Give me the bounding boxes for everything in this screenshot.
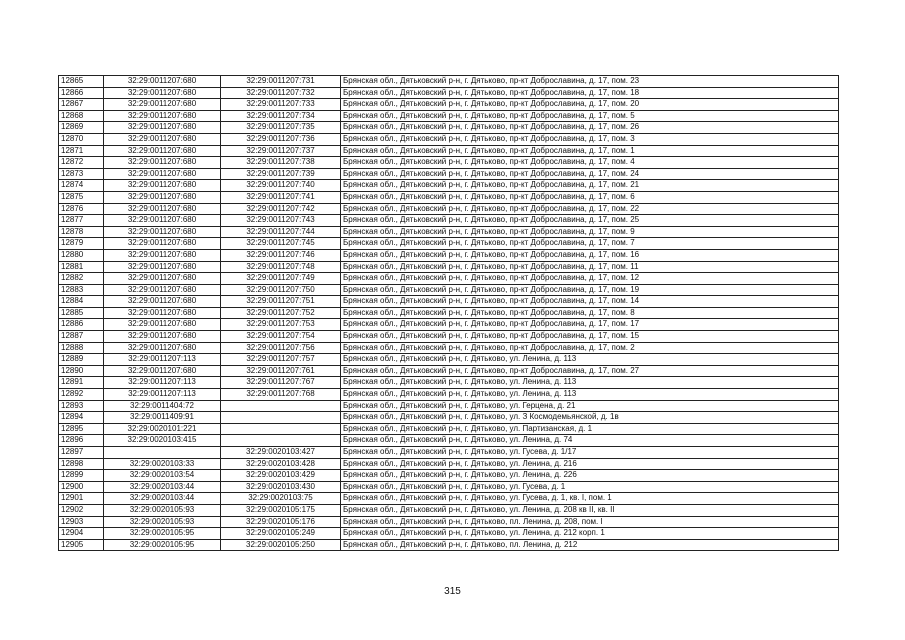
parent-cadastral-number-cell: 32:29:0011207:680 — [104, 168, 221, 180]
address-cell: Брянская обл., Дятьковский р-н, г. Дятьково, ул. Гусева, д. 1 — [341, 481, 839, 493]
parent-cadastral-number-cell: 32:29:0011207:680 — [104, 145, 221, 157]
parent-cadastral-number-cell: 32:29:0011207:680 — [104, 180, 221, 192]
parent-cadastral-number-cell: 32:29:0011207:113 — [104, 377, 221, 389]
page-number: 315 — [444, 586, 461, 597]
parent-cadastral-number-cell: 32:29:0011207:680 — [104, 226, 221, 238]
cadastral-number-cell: 32:29:0011207:734 — [221, 110, 341, 122]
parent-cadastral-number-cell: 32:29:0011404:72 — [104, 400, 221, 412]
table-row — [59, 296, 839, 308]
cadastral-number-cell: 32:29:0011207:732 — [221, 87, 341, 99]
cadastral-number-cell: 32:29:0011207:751 — [221, 296, 341, 308]
table-row — [59, 99, 839, 111]
cadastral-number-cell — [221, 423, 341, 435]
row-number-cell: 12900 — [59, 481, 104, 493]
row-number-cell: 12893 — [59, 400, 104, 412]
address-cell: Брянская обл., Дятьковский р-н, г. Дятьково, пр-кт Доброславина, д. 17, пом. 2 — [341, 342, 839, 354]
cadastral-number-cell: 32:29:0011207:754 — [221, 331, 341, 343]
address-cell: Брянская обл., Дятьковский р-н, г. Дятьково, ул. Ленина, д. 113 — [341, 377, 839, 389]
table-row — [59, 539, 839, 551]
cadastral-number-cell: 32:29:0011207:746 — [221, 249, 341, 261]
row-number-cell: 12889 — [59, 354, 104, 366]
table-row — [59, 493, 839, 505]
table-row — [59, 423, 839, 435]
parent-cadastral-number-cell: 32:29:0011207:113 — [104, 389, 221, 401]
address-cell: Брянская обл., Дятьковский р-н, г. Дятьково, ул. З Космодемьянской, д. 1в — [341, 412, 839, 424]
address-cell: Брянская обл., Дятьковский р-н, г. Дятьково, ул. Герцена, д. 21 — [341, 400, 839, 412]
row-number-cell: 12867 — [59, 99, 104, 111]
row-number-cell: 12892 — [59, 389, 104, 401]
address-cell: Брянская обл., Дятьковский р-н, г. Дятьково, пр-кт Доброславина, д. 17, пом. 8 — [341, 307, 839, 319]
row-number-cell: 12897 — [59, 447, 104, 459]
row-number-cell: 12904 — [59, 528, 104, 540]
parent-cadastral-number-cell: 32:29:0011207:680 — [104, 191, 221, 203]
row-number-cell: 12902 — [59, 504, 104, 516]
address-cell: Брянская обл., Дятьковский р-н, г. Дятьково, пр-кт Доброславина, д. 17, пом. 5 — [341, 110, 839, 122]
row-number-cell: 12899 — [59, 470, 104, 482]
table-row — [59, 481, 839, 493]
address-cell: Брянская обл., Дятьковский р-н, г. Дятьково, пр-кт Доброславина, д. 17, пом. 22 — [341, 203, 839, 215]
parent-cadastral-number-cell: 32:29:0011207:680 — [104, 331, 221, 343]
address-cell: Брянская обл., Дятьковский р-н, г. Дятьково, пр-кт Доброславина, д. 17, пом. 19 — [341, 284, 839, 296]
row-number-cell: 12887 — [59, 331, 104, 343]
parent-cadastral-number-cell: 32:29:0020103:44 — [104, 481, 221, 493]
address-cell: Брянская обл., Дятьковский р-н, г. Дятьково, ул. Гусева, д. 1, кв. I, пом. 1 — [341, 493, 839, 505]
row-number-cell: 12884 — [59, 296, 104, 308]
row-number-cell: 12870 — [59, 133, 104, 145]
cadastral-number-cell: 32:29:0011207:739 — [221, 168, 341, 180]
address-cell: Брянская обл., Дятьковский р-н, г. Дятьково, пр-кт Доброславина, д. 17, пом. 15 — [341, 331, 839, 343]
table-row — [59, 122, 839, 134]
cadastral-number-cell — [221, 435, 341, 447]
address-cell: Брянская обл., Дятьковский р-н, г. Дятьково, ул. Ленина, д. 113 — [341, 389, 839, 401]
parent-cadastral-number-cell: 32:29:0020105:95 — [104, 539, 221, 551]
parent-cadastral-number-cell: 32:29:0011207:680 — [104, 273, 221, 285]
cadastral-number-cell — [221, 412, 341, 424]
parent-cadastral-number-cell: 32:29:0011207:680 — [104, 215, 221, 227]
table-row — [59, 261, 839, 273]
cadastral-number-cell: 32:29:0011207:744 — [221, 226, 341, 238]
row-number-cell: 12886 — [59, 319, 104, 331]
cadastral-number-cell: 32:29:0020105:176 — [221, 516, 341, 528]
table-row — [59, 400, 839, 412]
table-row — [59, 249, 839, 261]
parent-cadastral-number-cell: 32:29:0020101:221 — [104, 423, 221, 435]
cadastral-number-cell: 32:29:0011207:756 — [221, 342, 341, 354]
row-number-cell: 12865 — [59, 76, 104, 88]
table-row — [59, 319, 839, 331]
cadastral-number-cell: 32:29:0020105:249 — [221, 528, 341, 540]
cadastral-number-cell: 32:29:0020105:175 — [221, 504, 341, 516]
row-number-cell: 12885 — [59, 307, 104, 319]
table-row — [59, 238, 839, 250]
row-number-cell: 12869 — [59, 122, 104, 134]
parent-cadastral-number-cell: 32:29:0020105:93 — [104, 516, 221, 528]
row-number-cell: 12901 — [59, 493, 104, 505]
table-row — [59, 273, 839, 285]
table-row — [59, 389, 839, 401]
address-cell: Брянская обл., Дятьковский р-н, г. Дятьково, пр-кт Доброславина, д. 17, пом. 9 — [341, 226, 839, 238]
table-row — [59, 76, 839, 88]
cadastral-number-cell: 32:29:0011207:743 — [221, 215, 341, 227]
address-cell: Брянская обл., Дятьковский р-н, г. Дятьково, пр-кт Доброславина, д. 17, пом. 27 — [341, 365, 839, 377]
address-cell: Брянская обл., Дятьковский р-н, г. Дятьково, пр-кт Доброславина, д. 17, пом. 21 — [341, 180, 839, 192]
table-row — [59, 377, 839, 389]
table-row — [59, 458, 839, 470]
table-row — [59, 180, 839, 192]
table-row — [59, 412, 839, 424]
cadastral-number-cell: 32:29:0011207:757 — [221, 354, 341, 366]
address-cell: Брянская обл., Дятьковский р-н, г. Дятьково, ул. Партизанская, д. 1 — [341, 423, 839, 435]
cadastral-number-cell: 32:29:0011207:740 — [221, 180, 341, 192]
cadastral-number-cell: 32:29:0011207:731 — [221, 76, 341, 88]
address-cell: Брянская обл., Дятьковский р-н, г. Дятьково, пр-кт Доброславина, д. 17, пом. 11 — [341, 261, 839, 273]
table-row — [59, 307, 839, 319]
address-cell: Брянская обл., Дятьковский р-н, г. Дятьково, пр-кт Доброславина, д. 17, пом. 3 — [341, 133, 839, 145]
address-cell: Брянская обл., Дятьковский р-н, г. Дятьково, пл. Ленина, д. 208, пом. I — [341, 516, 839, 528]
address-cell: Брянская обл., Дятьковский р-н, г. Дятьково, ул. Ленина, д. 226 — [341, 470, 839, 482]
row-number-cell: 12875 — [59, 191, 104, 203]
cadastral-number-cell — [221, 400, 341, 412]
address-cell: Брянская обл., Дятьковский р-н, г. Дятьково, пр-кт Доброславина, д. 17, пом. 23 — [341, 76, 839, 88]
table-row — [59, 470, 839, 482]
cadastral-number-cell: 32:29:0011207:735 — [221, 122, 341, 134]
cadastral-number-cell: 32:29:0011207:738 — [221, 157, 341, 169]
table-row — [59, 133, 839, 145]
address-cell: Брянская обл., Дятьковский р-н, г. Дятьково, пр-кт Доброславина, д. 17, пом. 14 — [341, 296, 839, 308]
row-number-cell: 12866 — [59, 87, 104, 99]
row-number-cell: 12891 — [59, 377, 104, 389]
table-row — [59, 168, 839, 180]
address-cell: Брянская обл., Дятьковский р-н, г. Дятьково, ул. Ленина, д. 113 — [341, 354, 839, 366]
parent-cadastral-number-cell: 32:29:0011207:680 — [104, 365, 221, 377]
cadastral-number-cell: 32:29:0020103:430 — [221, 481, 341, 493]
property-table — [58, 75, 839, 551]
row-number-cell: 12888 — [59, 342, 104, 354]
row-number-cell: 12896 — [59, 435, 104, 447]
parent-cadastral-number-cell: 32:29:0011409:91 — [104, 412, 221, 424]
row-number-cell: 12878 — [59, 226, 104, 238]
table-row — [59, 145, 839, 157]
parent-cadastral-number-cell: 32:29:0011207:680 — [104, 307, 221, 319]
parent-cadastral-number-cell: 32:29:0011207:680 — [104, 342, 221, 354]
table-row — [59, 226, 839, 238]
parent-cadastral-number-cell: 32:29:0011207:680 — [104, 76, 221, 88]
row-number-cell: 12874 — [59, 180, 104, 192]
cadastral-number-cell: 32:29:0011207:742 — [221, 203, 341, 215]
table-row — [59, 203, 839, 215]
parent-cadastral-number-cell: 32:29:0020103:44 — [104, 493, 221, 505]
address-cell: Брянская обл., Дятьковский р-н, г. Дятьково, пл. Ленина, д. 212 — [341, 539, 839, 551]
cadastral-number-cell: 32:29:0011207:736 — [221, 133, 341, 145]
address-cell: Брянская обл., Дятьковский р-н, г. Дятьково, пр-кт Доброславина, д. 17, пом. 7 — [341, 238, 839, 250]
table-row — [59, 215, 839, 227]
cadastral-number-cell: 32:29:0011207:737 — [221, 145, 341, 157]
parent-cadastral-number-cell: 32:29:0011207:680 — [104, 284, 221, 296]
table-row — [59, 365, 839, 377]
row-number-cell: 12877 — [59, 215, 104, 227]
parent-cadastral-number-cell: 32:29:0011207:680 — [104, 110, 221, 122]
cadastral-number-cell: 32:29:0011207:748 — [221, 261, 341, 273]
cadastral-number-cell: 32:29:0011207:750 — [221, 284, 341, 296]
row-number-cell: 12894 — [59, 412, 104, 424]
row-number-cell: 12872 — [59, 157, 104, 169]
row-number-cell: 12868 — [59, 110, 104, 122]
address-cell: Брянская обл., Дятьковский р-н, г. Дятьково, пр-кт Доброславина, д. 17, пом. 20 — [341, 99, 839, 111]
address-cell: Брянская обл., Дятьковский р-н, г. Дятьково, ул. Ленина, д. 74 — [341, 435, 839, 447]
row-number-cell: 12895 — [59, 423, 104, 435]
table-row — [59, 435, 839, 447]
parent-cadastral-number-cell — [104, 447, 221, 459]
cadastral-number-cell: 32:29:0020103:427 — [221, 447, 341, 459]
table-row — [59, 447, 839, 459]
parent-cadastral-number-cell: 32:29:0011207:680 — [104, 133, 221, 145]
table-row — [59, 516, 839, 528]
parent-cadastral-number-cell: 32:29:0011207:680 — [104, 296, 221, 308]
parent-cadastral-number-cell: 32:29:0020103:33 — [104, 458, 221, 470]
cadastral-number-cell: 32:29:0011207:733 — [221, 99, 341, 111]
address-cell: Брянская обл., Дятьковский р-н, г. Дятьково, ул. Ленина, д. 212 корп. 1 — [341, 528, 839, 540]
row-number-cell: 12898 — [59, 458, 104, 470]
row-number-cell: 12881 — [59, 261, 104, 273]
cadastral-number-cell: 32:29:0011207:741 — [221, 191, 341, 203]
table-row — [59, 87, 839, 99]
parent-cadastral-number-cell: 32:29:0011207:680 — [104, 319, 221, 331]
address-cell: Брянская обл., Дятьковский р-н, г. Дятьково, ул. Гусева, д. 1/17 — [341, 447, 839, 459]
address-cell: Брянская обл., Дятьковский р-н, г. Дятьково, пр-кт Доброславина, д. 17, пом. 6 — [341, 191, 839, 203]
table-row — [59, 110, 839, 122]
row-number-cell: 12879 — [59, 238, 104, 250]
address-cell: Брянская обл., Дятьковский р-н, г. Дятьково, пр-кт Доброславина, д. 17, пом. 4 — [341, 157, 839, 169]
row-number-cell: 12871 — [59, 145, 104, 157]
row-number-cell: 12890 — [59, 365, 104, 377]
row-number-cell: 12876 — [59, 203, 104, 215]
parent-cadastral-number-cell: 32:29:0020103:415 — [104, 435, 221, 447]
table-row — [59, 157, 839, 169]
cadastral-number-cell: 32:29:0011207:752 — [221, 307, 341, 319]
address-cell: Брянская обл., Дятьковский р-н, г. Дятьково, ул. Ленина, д. 208 кв II, кв. II — [341, 504, 839, 516]
row-number-cell: 12883 — [59, 284, 104, 296]
table-row — [59, 504, 839, 516]
cadastral-number-cell: 32:29:0011207:761 — [221, 365, 341, 377]
cadastral-number-cell: 32:29:0011207:768 — [221, 389, 341, 401]
parent-cadastral-number-cell: 32:29:0011207:680 — [104, 157, 221, 169]
address-cell: Брянская обл., Дятьковский р-н, г. Дятьково, пр-кт Доброславина, д. 17, пом. 24 — [341, 168, 839, 180]
cadastral-number-cell: 32:29:0020103:75 — [221, 493, 341, 505]
cadastral-number-cell: 32:29:0011207:745 — [221, 238, 341, 250]
address-cell: Брянская обл., Дятьковский р-н, г. Дятьково, пр-кт Доброславина, д. 17, пом. 17 — [341, 319, 839, 331]
cadastral-number-cell: 32:29:0011207:749 — [221, 273, 341, 285]
cadastral-number-cell: 32:29:0020103:429 — [221, 470, 341, 482]
cadastral-number-cell: 32:29:0011207:753 — [221, 319, 341, 331]
row-number-cell: 12903 — [59, 516, 104, 528]
address-cell: Брянская обл., Дятьковский р-н, г. Дятьково, пр-кт Доброславина, д. 17, пом. 25 — [341, 215, 839, 227]
table-row — [59, 354, 839, 366]
table-row — [59, 191, 839, 203]
parent-cadastral-number-cell: 32:29:0011207:680 — [104, 203, 221, 215]
parent-cadastral-number-cell: 32:29:0011207:680 — [104, 238, 221, 250]
parent-cadastral-number-cell: 32:29:0011207:680 — [104, 99, 221, 111]
address-cell: Брянская обл., Дятьковский р-н, г. Дятьково, пр-кт Доброславина, д. 17, пом. 26 — [341, 122, 839, 134]
row-number-cell: 12905 — [59, 539, 104, 551]
table-row — [59, 284, 839, 296]
parent-cadastral-number-cell: 32:29:0020103:54 — [104, 470, 221, 482]
address-cell: Брянская обл., Дятьковский р-н, г. Дятьково, пр-кт Доброславина, д. 17, пом. 18 — [341, 87, 839, 99]
table-row — [59, 342, 839, 354]
address-cell: Брянская обл., Дятьковский р-н, г. Дятьково, ул. Ленина, д. 216 — [341, 458, 839, 470]
property-table-body — [59, 76, 839, 551]
row-number-cell: 12873 — [59, 168, 104, 180]
address-cell: Брянская обл., Дятьковский р-н, г. Дятьково, пр-кт Доброславина, д. 17, пом. 16 — [341, 249, 839, 261]
address-cell: Брянская обл., Дятьковский р-н, г. Дятьково, пр-кт Доброславина, д. 17, пом. 1 — [341, 145, 839, 157]
parent-cadastral-number-cell: 32:29:0011207:680 — [104, 261, 221, 273]
table-row — [59, 331, 839, 343]
row-number-cell: 12880 — [59, 249, 104, 261]
row-number-cell: 12882 — [59, 273, 104, 285]
cadastral-number-cell: 32:29:0011207:767 — [221, 377, 341, 389]
table-row — [59, 528, 839, 540]
parent-cadastral-number-cell: 32:29:0020105:93 — [104, 504, 221, 516]
parent-cadastral-number-cell: 32:29:0020105:95 — [104, 528, 221, 540]
parent-cadastral-number-cell: 32:29:0011207:680 — [104, 249, 221, 261]
address-cell: Брянская обл., Дятьковский р-н, г. Дятьково, пр-кт Доброславина, д. 17, пом. 12 — [341, 273, 839, 285]
parent-cadastral-number-cell: 32:29:0011207:113 — [104, 354, 221, 366]
cadastral-number-cell: 32:29:0020103:428 — [221, 458, 341, 470]
parent-cadastral-number-cell: 32:29:0011207:680 — [104, 87, 221, 99]
cadastral-number-cell: 32:29:0020105:250 — [221, 539, 341, 551]
parent-cadastral-number-cell: 32:29:0011207:680 — [104, 122, 221, 134]
